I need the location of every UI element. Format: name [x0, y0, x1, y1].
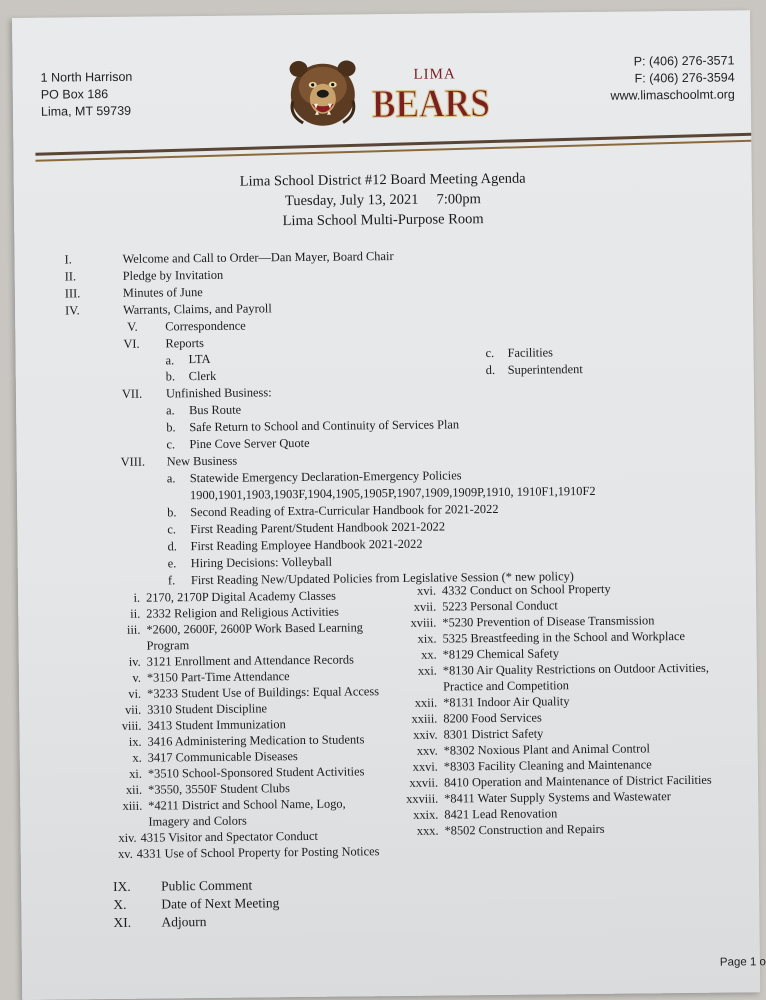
policy-text: 4315 Visitor and Spectator Conduct [140, 828, 318, 845]
policy-text: *3233 Student Use of Buildings: Equal Access [147, 684, 380, 701]
policy-number: vi. [128, 686, 142, 701]
agenda-item-text: Pledge by Invitation [122, 267, 224, 283]
policy-text: *8411 Water Supply Systems and Wastewater [444, 789, 671, 806]
policy-text: *8302 Noxious Plant and Animal Control [443, 741, 650, 758]
item-number: IV. [64, 303, 80, 318]
policy-number: xi. [129, 766, 142, 781]
sub-item-text: Bus Route [189, 402, 242, 418]
section-title: New Business [166, 453, 238, 469]
sub-item-text: Hiring Decisions: Volleyball [190, 554, 333, 571]
policy-number: xxv. [416, 743, 438, 758]
agenda-heading [14, 166, 753, 234]
policy-text: *8303 Facility Cleaning and Maintenance [443, 757, 652, 774]
sub-item-text-cont: 1900,1901,1903,1903F,1904,1905,1905P,1907,1909,1909P,1910, 1910F1,1910F2 [189, 483, 596, 503]
section-title: Unfinished Business: [165, 385, 272, 401]
policy-number: vii. [124, 702, 142, 717]
policy-text: 8301 District Safety [443, 726, 544, 742]
policy-number: xiii. [122, 798, 143, 813]
agenda-item [65, 302, 80, 318]
policy-text: 8410 Operation and Maintenance of District Facilities [443, 772, 712, 790]
address-line: 1 North Harrison [40, 69, 133, 85]
sub-letter: a. [166, 403, 175, 418]
policy-text: 4331 Use of School Property for Posting Notices [136, 844, 380, 861]
policy-text-cont: Imagery and Colors [148, 813, 247, 829]
address-line: PO Box 186 [40, 86, 109, 102]
agenda-item-text: Correspondence [165, 318, 246, 334]
policy-number: xix. [417, 631, 437, 646]
agenda-item-text: Date of Next Meeting [161, 895, 280, 912]
agenda-item-text: Warrants, Claims, and Payroll [122, 301, 272, 317]
sub-letter: d. [167, 539, 177, 554]
policy-number: xv. [117, 846, 133, 861]
policy-number: xviii. [410, 615, 437, 630]
agenda-title: Lima School District #12 Board Meeting Agenda [239, 170, 526, 190]
item-number: X. [113, 896, 127, 912]
report-letter: b. [165, 369, 176, 384]
sub-letter: e. [167, 556, 177, 571]
report-name: Facilities [507, 345, 554, 360]
policy-text: 5325 Breastfeeding in the School and Workplace [442, 628, 685, 646]
policy-text: 2332 Religion and Religious Activities [146, 604, 340, 621]
policy-text: *3150 Part-Time Attendance [146, 669, 290, 685]
item-number: VI. [123, 336, 140, 351]
sub-letter: b. [167, 505, 177, 520]
website: www.limaschoolmt.org [610, 87, 735, 103]
sub-item-text: Pine Cove Server Quote [189, 435, 310, 452]
agenda-item [65, 285, 81, 301]
policy-text: *5230 Prevention of Disease Transmission [442, 613, 655, 630]
policy-text: *8129 Chemical Safety [442, 646, 560, 662]
agenda-item [65, 268, 77, 284]
item-number: IX. [113, 878, 131, 894]
agenda-item-text: Adjourn [161, 914, 207, 930]
policy-number: xxi. [417, 663, 437, 678]
report-letter: a. [165, 353, 175, 368]
school-contact [610, 52, 735, 104]
policy-number: viii. [121, 718, 142, 733]
item-number: XI. [113, 914, 132, 930]
policy-text: 5223 Personal Conduct [442, 598, 558, 614]
page-number: Page 1 o [719, 956, 766, 969]
agenda-item-text: Public Comment [161, 877, 253, 894]
sub-item-text: First Reading Parent/Student Handbook 2021-2022 [190, 519, 446, 537]
policy-number: xvi. [417, 583, 437, 598]
logo-bears-text: BEARS [371, 79, 506, 127]
policy-number: xxix. [413, 807, 439, 822]
agenda-item-text: Reports [165, 336, 205, 351]
item-number: II. [64, 269, 77, 284]
sub-item-text: Second Reading of Extra-Curricular Handbook for 2021-2022 [190, 501, 499, 520]
address-line: Lima, MT 59739 [40, 103, 132, 119]
policy-text: 8200 Food Services [443, 710, 542, 726]
policy-text: 3413 Student Immunization [147, 717, 286, 733]
policy-text-cont: Program [146, 638, 190, 653]
policy-number: xx. [421, 647, 437, 662]
policy-text: *8502 Construction and Repairs [444, 821, 605, 838]
policy-text: 4332 Conduct on School Property [441, 581, 611, 598]
policy-text: 8421 Lead Renovation [444, 806, 558, 822]
policy-text: *8130 Air Quality Restrictions on Outdoor Activities, [442, 660, 709, 678]
policy-number: xxvii. [409, 775, 439, 790]
sub-letter: f. [167, 573, 176, 588]
policy-number: ix. [128, 734, 142, 749]
policy-number: x. [132, 750, 142, 765]
agenda-item [64, 251, 71, 267]
policy-number: v. [132, 670, 141, 685]
policy-number: iv. [128, 654, 141, 669]
meeting-date-time: Tuesday, July 13, 2021 7:00pm [284, 191, 481, 210]
fax-number: F: (406) 276-3594 [634, 70, 735, 86]
school-address [41, 69, 133, 121]
item-number: I. [64, 252, 72, 267]
phone-number: P: (406) 276-3571 [633, 53, 735, 69]
sub-letter: c. [167, 522, 177, 537]
logo-lima-text: LIMA [413, 66, 456, 83]
policy-text: 2170, 2170P Digital Academy Classes [146, 588, 336, 605]
bear-mascot-icon [284, 55, 506, 129]
item-number: VIII. [120, 454, 146, 469]
policy-number: xxiv. [413, 727, 438, 742]
policy-text: *2600, 2600F, 2600P Work Based Learning [146, 620, 364, 637]
report-name: LTA [188, 351, 211, 367]
sub-item-text: Statewide Emergency Declaration-Emergency Policies [189, 468, 462, 486]
agenda-item-text: Minutes of June [122, 285, 203, 300]
policy-text-cont: Practice and Competition [442, 678, 570, 694]
policy-number: xxvi. [412, 759, 438, 774]
sub-item-text: First Reading Employee Handbook 2021-2022 [190, 536, 423, 554]
policy-text: *4211 District and School Name, Logo, [148, 796, 346, 813]
sub-item-text: Safe Return to School and Continuity of Services Plan [189, 417, 460, 435]
policy-number: xxii. [414, 695, 438, 710]
policy-text: *8131 Indoor Air Quality [443, 694, 570, 710]
policy-number: xxviii. [406, 791, 439, 806]
policy-text: 3121 Enrollment and Attendance Records [146, 652, 354, 669]
policy-number: iii. [126, 622, 141, 637]
policy-text: *3510 School-Sponsored Student Activities [147, 764, 365, 781]
sub-letter: b. [166, 420, 176, 435]
agenda-item-text: Welcome and Call to Order—Dan Mayer, Board Chair [122, 249, 394, 266]
policy-text: 3416 Administering Medication to Students [147, 732, 365, 749]
policy-number: ii. [130, 606, 141, 621]
bears-logo [284, 55, 506, 129]
item-number: VII. [121, 386, 143, 401]
policy-text: 3310 Student Discipline [147, 701, 268, 717]
item-number: V. [127, 319, 138, 334]
policy-text: 3417 Communicable Diseases [147, 749, 298, 765]
report-letter: c. [485, 345, 495, 361]
sub-letter: a. [166, 471, 176, 486]
report-letter: d. [485, 362, 496, 378]
policy-number: xvii. [413, 599, 437, 614]
sub-letter: c. [166, 437, 176, 452]
policy-number: xxx. [416, 823, 439, 838]
item-number: III. [64, 286, 81, 301]
policy-number: xiv. [118, 830, 137, 845]
report-name: Clerk [188, 368, 217, 384]
sub-item-text: First Reading New/Updated Policies from Legislative Session (* new policy) [190, 569, 574, 588]
policy-number: i. [133, 590, 141, 605]
policy-text: *3550, 3550F Student Clubs [148, 781, 290, 797]
policy-number: xii. [125, 782, 143, 797]
policy-number: xxiii. [411, 711, 438, 726]
meeting-location: Lima School Multi-Purpose Room [282, 211, 484, 230]
agenda-paper [12, 10, 766, 1000]
report-name: Superintendent [507, 362, 583, 377]
